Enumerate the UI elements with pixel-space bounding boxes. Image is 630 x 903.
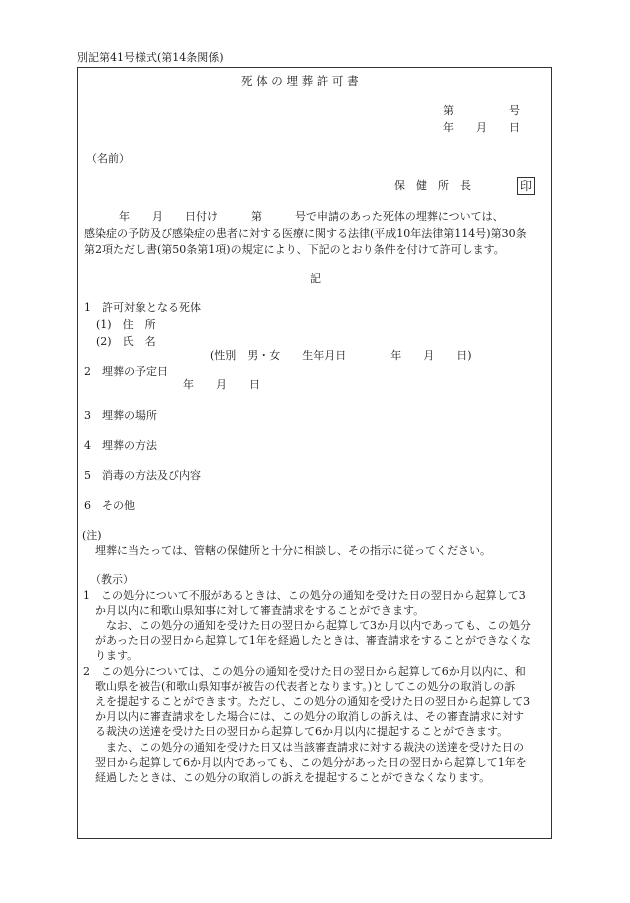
issuer: 保 健 所 長 — [394, 179, 471, 192]
date-line: 年 月 日 — [443, 121, 520, 134]
instruction-line: 1 この処分について不服があるときは、この処分の通知を受けた日の翌日から起算して3 — [83, 589, 526, 602]
instruction-line: なお、この処分の通知を受けた日の翌日から起算して3か月以内であっても、この処分 — [95, 619, 531, 632]
item-2: 2 埋葬の予定日 — [84, 365, 168, 378]
instruction-line: ります。 — [95, 649, 139, 662]
permit-frame — [77, 67, 552, 839]
instruction-heading: （教示） — [90, 573, 134, 586]
item-6: 6 その他 — [84, 499, 135, 512]
intro-line-2: 感染症の予防及び感染症の患者に対する医療に関する法律(平成10年法律第114号)第30条 — [84, 227, 527, 240]
ki-heading: 記 — [310, 272, 321, 285]
item-1-address: (1) 住 所 — [96, 318, 156, 331]
item-1: 1 許可対象となる死体 — [84, 301, 201, 314]
document-title: 死 体 の 埋 葬 許 可 書 — [241, 74, 359, 88]
instruction-line: えを提起することができます。ただし、この処分の通知を受けた日の翌日から起算して3 — [95, 695, 531, 708]
addressee: （名前） — [86, 152, 130, 165]
form-reference: 別記第41号様式(第14条関係) — [77, 51, 224, 64]
seal-char: 印 — [519, 179, 532, 193]
item-3: 3 埋葬の場所 — [84, 409, 157, 422]
item-2-date: 年 月 日 — [183, 378, 260, 391]
instruction-line: 翌日から起算して6か月以内であっても、この処分があった日の翌日から起算して1年を — [95, 756, 527, 769]
instruction-line: か月以内に審査請求をした場合には、この処分の取消しの訴えは、その審査請求に対す — [95, 710, 524, 723]
instruction-line: があった日の翌日から起算して1年を経過したときは、審査請求をすることができなくな — [95, 634, 531, 647]
instruction-line: 歌山県を被告(和歌山県知事が被告の代表者となります。)としてこの処分の取消しの訴 — [95, 680, 516, 693]
instruction-line: また、この処分の通知を受けた日又は当該審査請求に対する裁決の送達を受けた日の — [95, 741, 524, 754]
number-line: 第 号 — [443, 104, 520, 117]
note-text: 埋葬に当たっては、管轄の保健所と十分に相談し、その指示に従ってください。 — [95, 544, 491, 557]
item-5: 5 消毒の方法及び内容 — [84, 469, 201, 482]
item-4: 4 埋葬の方法 — [84, 439, 157, 452]
item-1-details: (性別 男・女 生年月日 年 月 日) — [210, 349, 472, 362]
intro-line-3: 第2項ただし書(第50条第1項)の規定により、下記のとおり条件を付けて許可します。 — [84, 243, 505, 256]
instruction-line: る裁決の送達を受けた日の翌日から起算して6か月以内に提起することができます。 — [95, 725, 509, 738]
instruction-line: 2 この処分については、この処分の通知を受けた日の翌日から起算して6か月以内に、和 — [83, 665, 526, 678]
intro-line-1: 年 月 日付け 第 号で申請のあった死体の埋葬については、 — [86, 210, 504, 223]
note-heading: (注) — [82, 529, 102, 542]
instruction-line: 経過したときは、この処分の取消しの訴えを提起することができなくなります。 — [95, 771, 491, 784]
item-1-name: (2) 氏 名 — [96, 335, 156, 348]
seal-box — [517, 177, 535, 195]
instruction-line: か月以内に和歌山県知事に対して審査請求をすることができます。 — [95, 604, 425, 617]
